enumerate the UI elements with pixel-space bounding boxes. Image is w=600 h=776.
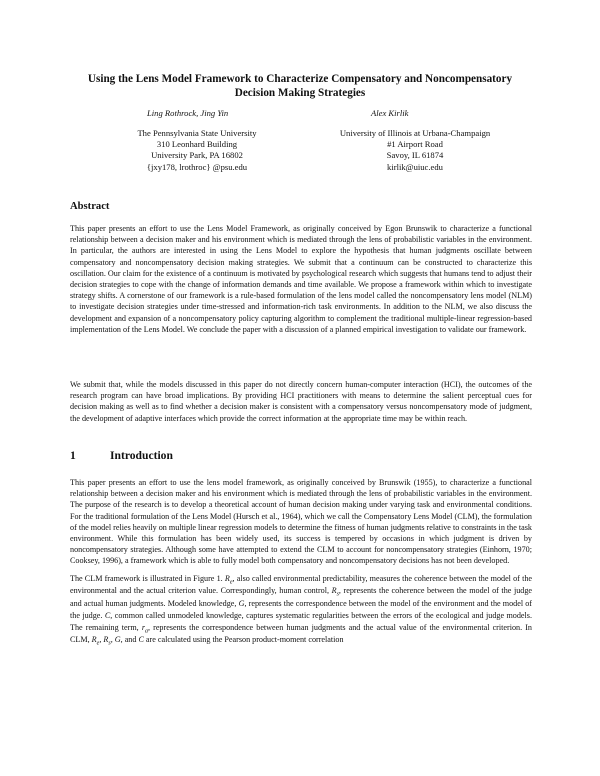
affiliation-left-line: University Park, PA 16802 [151, 150, 243, 161]
section-number: 1 [70, 449, 76, 462]
symbol-g: G [114, 635, 121, 645]
section-title: Introduction [110, 449, 173, 462]
symbol-rs [103, 635, 111, 648]
symbol-c: C [104, 610, 111, 620]
symbol-subscript: e [229, 579, 233, 586]
intro-text: , also called environmental predictability, measures the coherence between the model of the environmental and the actual criterion value. Correspondingly, human control, [70, 574, 532, 596]
symbol-subscript: s [108, 641, 111, 648]
intro-paragraph-2 [70, 573, 532, 647]
intro-text: , common called unmodeled knowledge, captures systematic regularities between the errors of the ecological and judge models. The remaining term, [70, 610, 532, 633]
affiliation-right-line: University of Illinois at Urbana-Champaign [339, 128, 491, 138]
abstract-paragraph-1: This paper presents an effort to use the Lens Model Framework, as originally conceived by Egon Brunswik to characterize a functional relationship between a decision maker and his environment which is mediated through the lens of probabilistic variables in the environment. In particular, the authors are interested in using the Lens Model to explore the hypothesis that human judgments oscillate between compensatory and noncompensatory decision making strategies. We submit that a continuum can be constructed to characterize this oscillation. Our claim for the existence of a continuum is motivated by psychological research which suggests that humans tend to adjust their decision strategies to cope with the change of information demands and time available. We propose a framework within which to investigate strategy shifts. A cornerstone of our framework is a rule-based formulation of the lens model called the noncompensatory lens model (NLM) to investigate decision strategies under time-stressed and information-rich task environments. In addition to the NLM, we also discuss the development and expansion of a noncompensatory policy capturing algorithm to complement the traditional multiple-linear regression-based implementation of the Lens Model. We conclude the paper with a discussion of a planned empirical investigation to validate our framework. [70, 224, 532, 334]
symbol-subscript: a [144, 628, 148, 635]
intro-paragraph-1: This paper presents an effort to use the lens model framework, as originally conceived by Brunswik (1955), to characterize a functional relationship between a decision maker and his environment which is mediated through the lens of probabilistic variables in the environment. The purpose of the research is to develop a theoretical account of human decision making under varying task and environmental conditions. For the traditional formulation of the Lens Model (Hursch et al., 1964), which we call the Compensatory Lens Model (CLM), the formulation of the model relies heavily on multiple linear regression models to determine the fitness of human judgments relative to constraints in the task environment. While this formulation has been widely used, its success is tempered by occasions in which judgment is driven by noncompensatory strategies. Although some have attempted to extend the CLM to account for noncompensatory strategies (Einhorn, 1970; Cooksey, 1996), a framework which is able to fully model both compensatory and noncompensatory decisions has not been developed. [70, 478, 532, 566]
symbol-letter: R [331, 586, 337, 596]
symbol-c: C [138, 635, 144, 645]
intro-text: , represents the coherence between the model of the judge and actual human judgments. Modeled knowledge, [70, 586, 532, 608]
affiliation-left-line: 310 Leonhard Building [156, 139, 238, 150]
intro-text: The CLM framework is illustrated in Figure 1. [70, 574, 223, 583]
symbol-re [224, 574, 233, 586]
symbol-rs [331, 586, 339, 598]
separator: , [110, 635, 113, 645]
authors-right: Alex Kirlik [371, 108, 409, 118]
intro-text: are calculated using the Pearson product-moment correlation [145, 635, 344, 645]
paper-title [60, 72, 540, 100]
symbol-letter: r [141, 623, 145, 633]
abstract-heading: Abstract [70, 201, 110, 212]
section-heading-introduction [70, 449, 173, 462]
affiliation-right [300, 128, 530, 173]
symbol-letter: R [91, 635, 97, 645]
affiliation-left [82, 128, 312, 173]
affiliation-right-line: Savoy, IL 61874 [386, 150, 444, 161]
intro-text: , and [120, 635, 137, 645]
symbol-letter: R [224, 574, 230, 583]
abstract-paragraph-2: We submit that, while the models discussed in this paper do not directly concern human-computer interaction (HCI), the outcomes of the research program can have broad implications. By providing HCI practitioners with means to determine the salient perceptual cues for decision making as well as to find whether a decision maker is consistent with a compensatory versus noncompensatory mode of judgment, the development of adaptive interfaces which provide the correct information at the appropriate time may be within reach. [70, 380, 532, 423]
symbol-subscript: s [336, 591, 339, 598]
symbol-letter: R [103, 635, 109, 645]
intro-text: , represents the correspondence between the model of the environment and the model of the judge. [70, 598, 533, 620]
symbol-g: G [238, 598, 245, 608]
title-line-1: Using the Lens Model Framework to Characterize Compensatory and Noncompensatory [87, 73, 513, 85]
affiliation-left-line: The Pennsylvania State University [137, 128, 257, 138]
affiliation-left-line: {jxy178, lrothroc} @psu.edu [146, 161, 248, 172]
affiliation-right-line: kirlik@uiuc.edu [387, 161, 443, 172]
authors-left: Ling Rothrock, Jing Yin [147, 108, 229, 118]
intro-text: , represents the correspondence between human judgments and the actual value of the environmental criterion. In CLM, [70, 623, 532, 645]
title-line-2: Decision Making Strategies [234, 87, 366, 99]
symbol-subscript: e [96, 641, 100, 648]
separator: , [99, 635, 102, 645]
affiliation-right-line: #1 Airport Road [387, 139, 443, 150]
